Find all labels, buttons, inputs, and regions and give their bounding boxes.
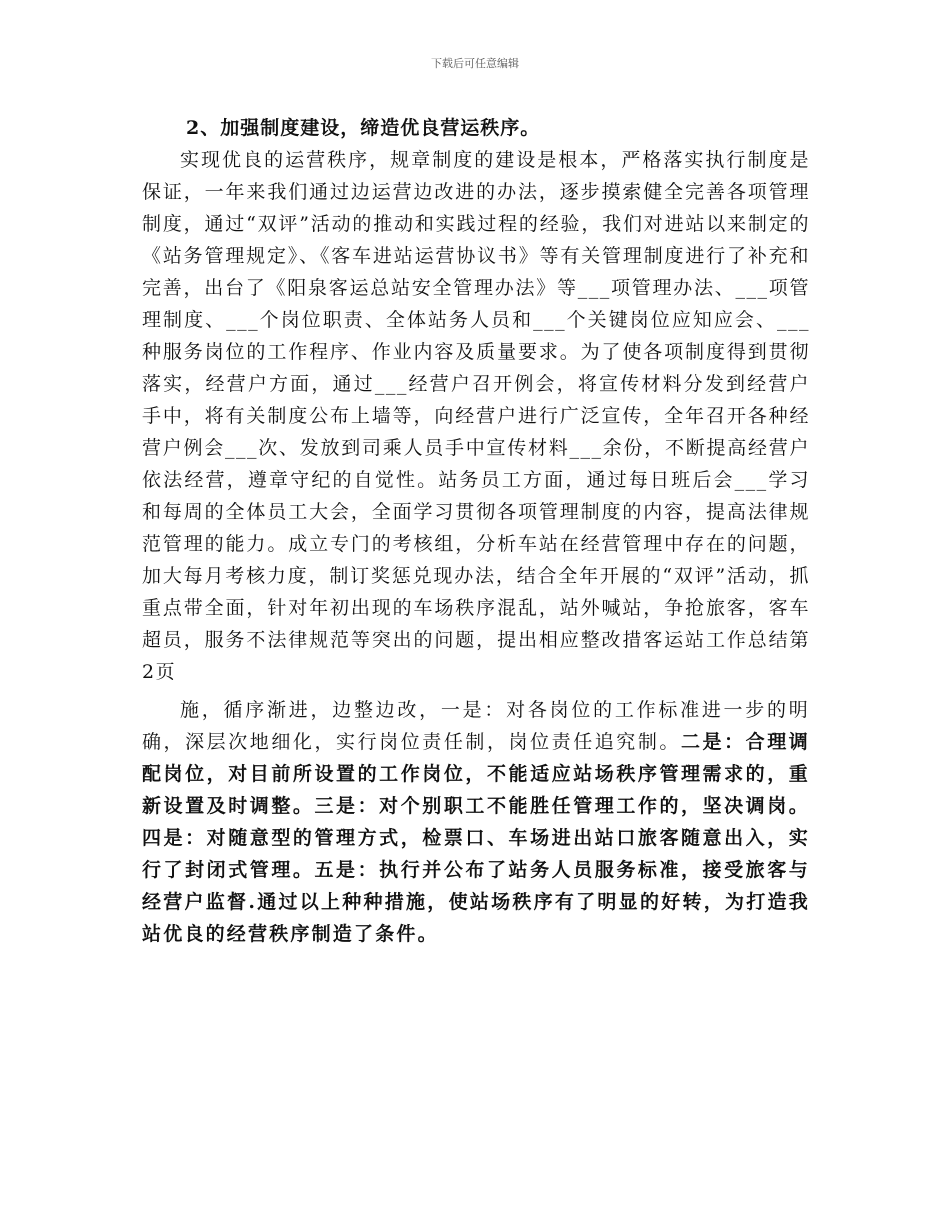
- paragraph-2-bold-text: 二是：合理调配岗位，对目前所设置的工作岗位，不能适应站场秩序管理需求的，重新设置及时调整。三是：对个别职工不能胜任管理工作的，坚决调岗。四是：对随意型的管理方式，检票口、车场进出站口旅客随意出入，实行了封闭式管理。五是：执行并公布了站务人员服务标准，接受旅客与经营户监督.通过以上种种措施，使站场秩序有了明显的好转，为打造我站优良的经营秩序制造了条件。: [142, 731, 810, 945]
- paragraph-2: [142, 694, 810, 950]
- document-body: [142, 112, 810, 950]
- paragraph-2-normal-text: 施，循序渐进，边整边改，一是：对各岗位的工作标准进一步的明确，深层次地细化，实行岗位责任制，岗位责任追究制。: [142, 699, 810, 753]
- section-heading: 2、加强制度建设，缔造优良营运秩序。: [186, 117, 541, 139]
- page-header-note: 下载后可任意编辑: [431, 57, 519, 70]
- paragraph-1: 实现优良的运营秩序，规章制度的建设是根本，严格落实执行制度是保证，一年来我们通过边运营边改进的办法，逐步摸索健全完善各项管理制度，通过“双评”活动的推动和实践过程的经验，我们对进站以来制定的《站务管理规定》、《客车进站运营协议书》等有关管理制度进行了补充和完善，出台了《阳泉客运总站安全管理办法》等___项管理办法、___项管理制度、___个岗位职责、全体站务人员和___个关键岗位应知应会、___种服务岗位的工作程序、作业内容及质量要求。为了使各项制度得到贯彻落实，经营户方面，通过___经营户召开例会，将宣传材料分发到经营户手中，将有关制度公布上墙等，向经营户进行广泛宣传，全年召开各种经营户例会___次、发放到司乘人员手中宣传材料___余份，不断提高经营户依法经营，遵章守纪的自觉性。站务员工方面，通过每日班后会___学习和每周的全体员工大会，全面学习贯彻各项管理制度的内容，提高法律规范管理的能力。成立专门的考核组，分析车站在经营管理中存在的问题，加大每月考核力度，制订奖惩兑现办法，结合全年开展的“双评”活动，抓重点带全面，针对年初出现的车场秩序混乱，站外喊站，争抢旅客，客车超员，服务不法律规范等突出的问题，提出相应整改措客运站工作总结第2页: [142, 149, 810, 683]
